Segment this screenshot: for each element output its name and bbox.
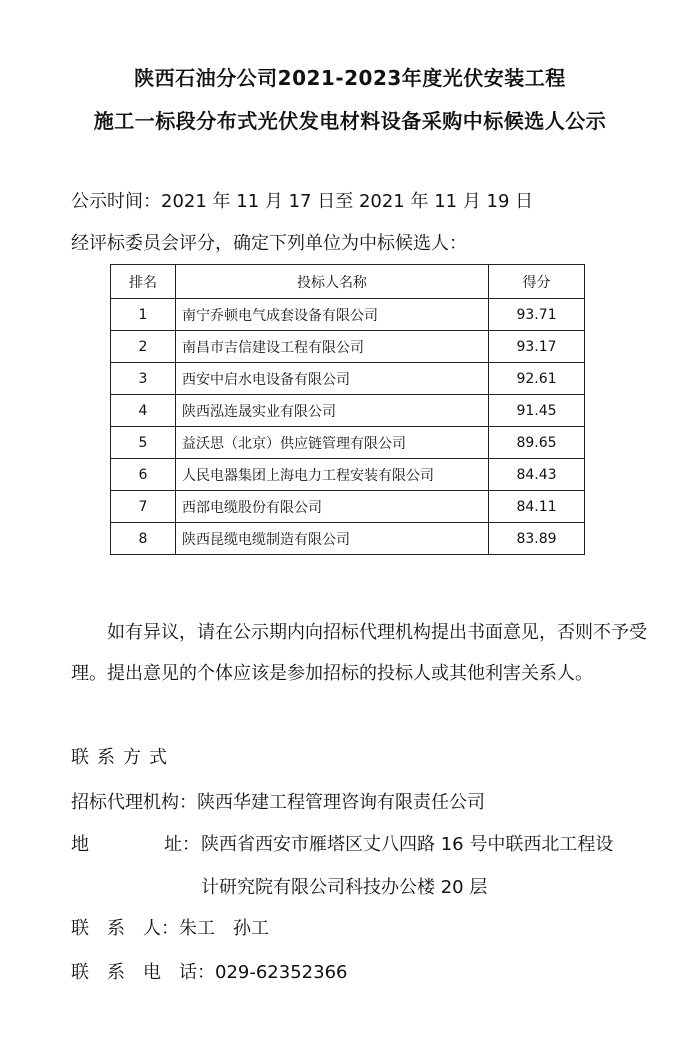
header-score: 得分 [489,265,585,299]
address-line-1: 陕西省西安市雁塔区丈八四路 16 号中联西北工程设 [201,834,614,855]
cell-score: 84.11 [489,491,585,523]
cell-score: 92.61 [489,363,585,395]
contact-person-value: 朱工 孙工 [179,918,269,939]
cell-rank: 7 [111,491,176,523]
cell-rank: 1 [111,299,176,331]
address-label-end: 址： [164,834,200,855]
header-bidder-name: 投标人名称 [176,265,489,299]
candidates-table [110,264,585,555]
cell-bidder-name: 人民电器集团上海电力工程安装有限公司 [176,459,489,491]
table-header-row [111,265,585,299]
agency-line [71,788,485,814]
contact-phone-label: 联 系 电 话： [71,962,215,983]
cell-score: 93.17 [489,331,585,363]
table-row [111,491,585,523]
cell-bidder-name: 陕西泓连晟实业有限公司 [176,395,489,427]
cell-bidder-name: 西部电缆股份有限公司 [176,491,489,523]
cell-bidder-name: 陕西昆缆电缆制造有限公司 [176,523,489,555]
cell-rank: 4 [111,395,176,427]
contact-person-label: 联 系 人： [71,918,179,939]
contact-phone-line [71,958,347,984]
table-row [111,427,585,459]
header-rank: 排名 [111,265,176,299]
document-title-line-1: 陕西石油分公司2021-2023年度光伏安装工程 [134,66,566,90]
address-line-2: 计研究院有限公司科技办公楼 20 层 [201,877,488,898]
cell-rank: 6 [111,459,176,491]
table-row [111,523,585,555]
cell-bidder-name: 南宁乔顿电气成套设备有限公司 [176,299,489,331]
contact-person-line [71,914,269,940]
cell-rank: 3 [111,363,176,395]
table-row [111,395,585,427]
table-row [111,299,585,331]
contact-heading: 联系方式 [71,747,175,768]
cell-score: 83.89 [489,523,585,555]
cell-score: 89.65 [489,427,585,459]
objection-paragraph: 如有异议，请在公示期内向招标代理机构提出书面意见，否则不予受理。提出意见的个体应该是参加招标的投标人或其他利害关系人。 [71,622,647,684]
cell-score: 93.71 [489,299,585,331]
cell-bidder-name: 南昌市吉信建设工程有限公司 [176,331,489,363]
address-label-start: 地 [71,834,89,855]
cell-bidder-name: 益沃思（北京）供应链管理有限公司 [176,427,489,459]
agency-label: 招标代理机构： [71,792,197,813]
table-row [111,459,585,491]
document-title-line-2: 施工一标段分布式光伏发电材料设备采购中标候选人公示 [93,109,607,133]
cell-rank: 2 [111,331,176,363]
cell-bidder-name: 西安中启水电设备有限公司 [176,363,489,395]
publication-time: 公示时间：2021 年 11 月 17 日至 2021 年 11 月 19 日 [71,191,534,212]
cell-rank: 8 [111,523,176,555]
table-row [111,331,585,363]
intro-text: 经评标委员会评分，确定下列单位为中标候选人： [71,233,467,254]
agency-value: 陕西华建工程管理咨询有限责任公司 [197,792,485,813]
table-row [111,363,585,395]
cell-rank: 5 [111,427,176,459]
contact-phone-value: 029-62352366 [215,962,348,983]
cell-score: 91.45 [489,395,585,427]
cell-score: 84.43 [489,459,585,491]
